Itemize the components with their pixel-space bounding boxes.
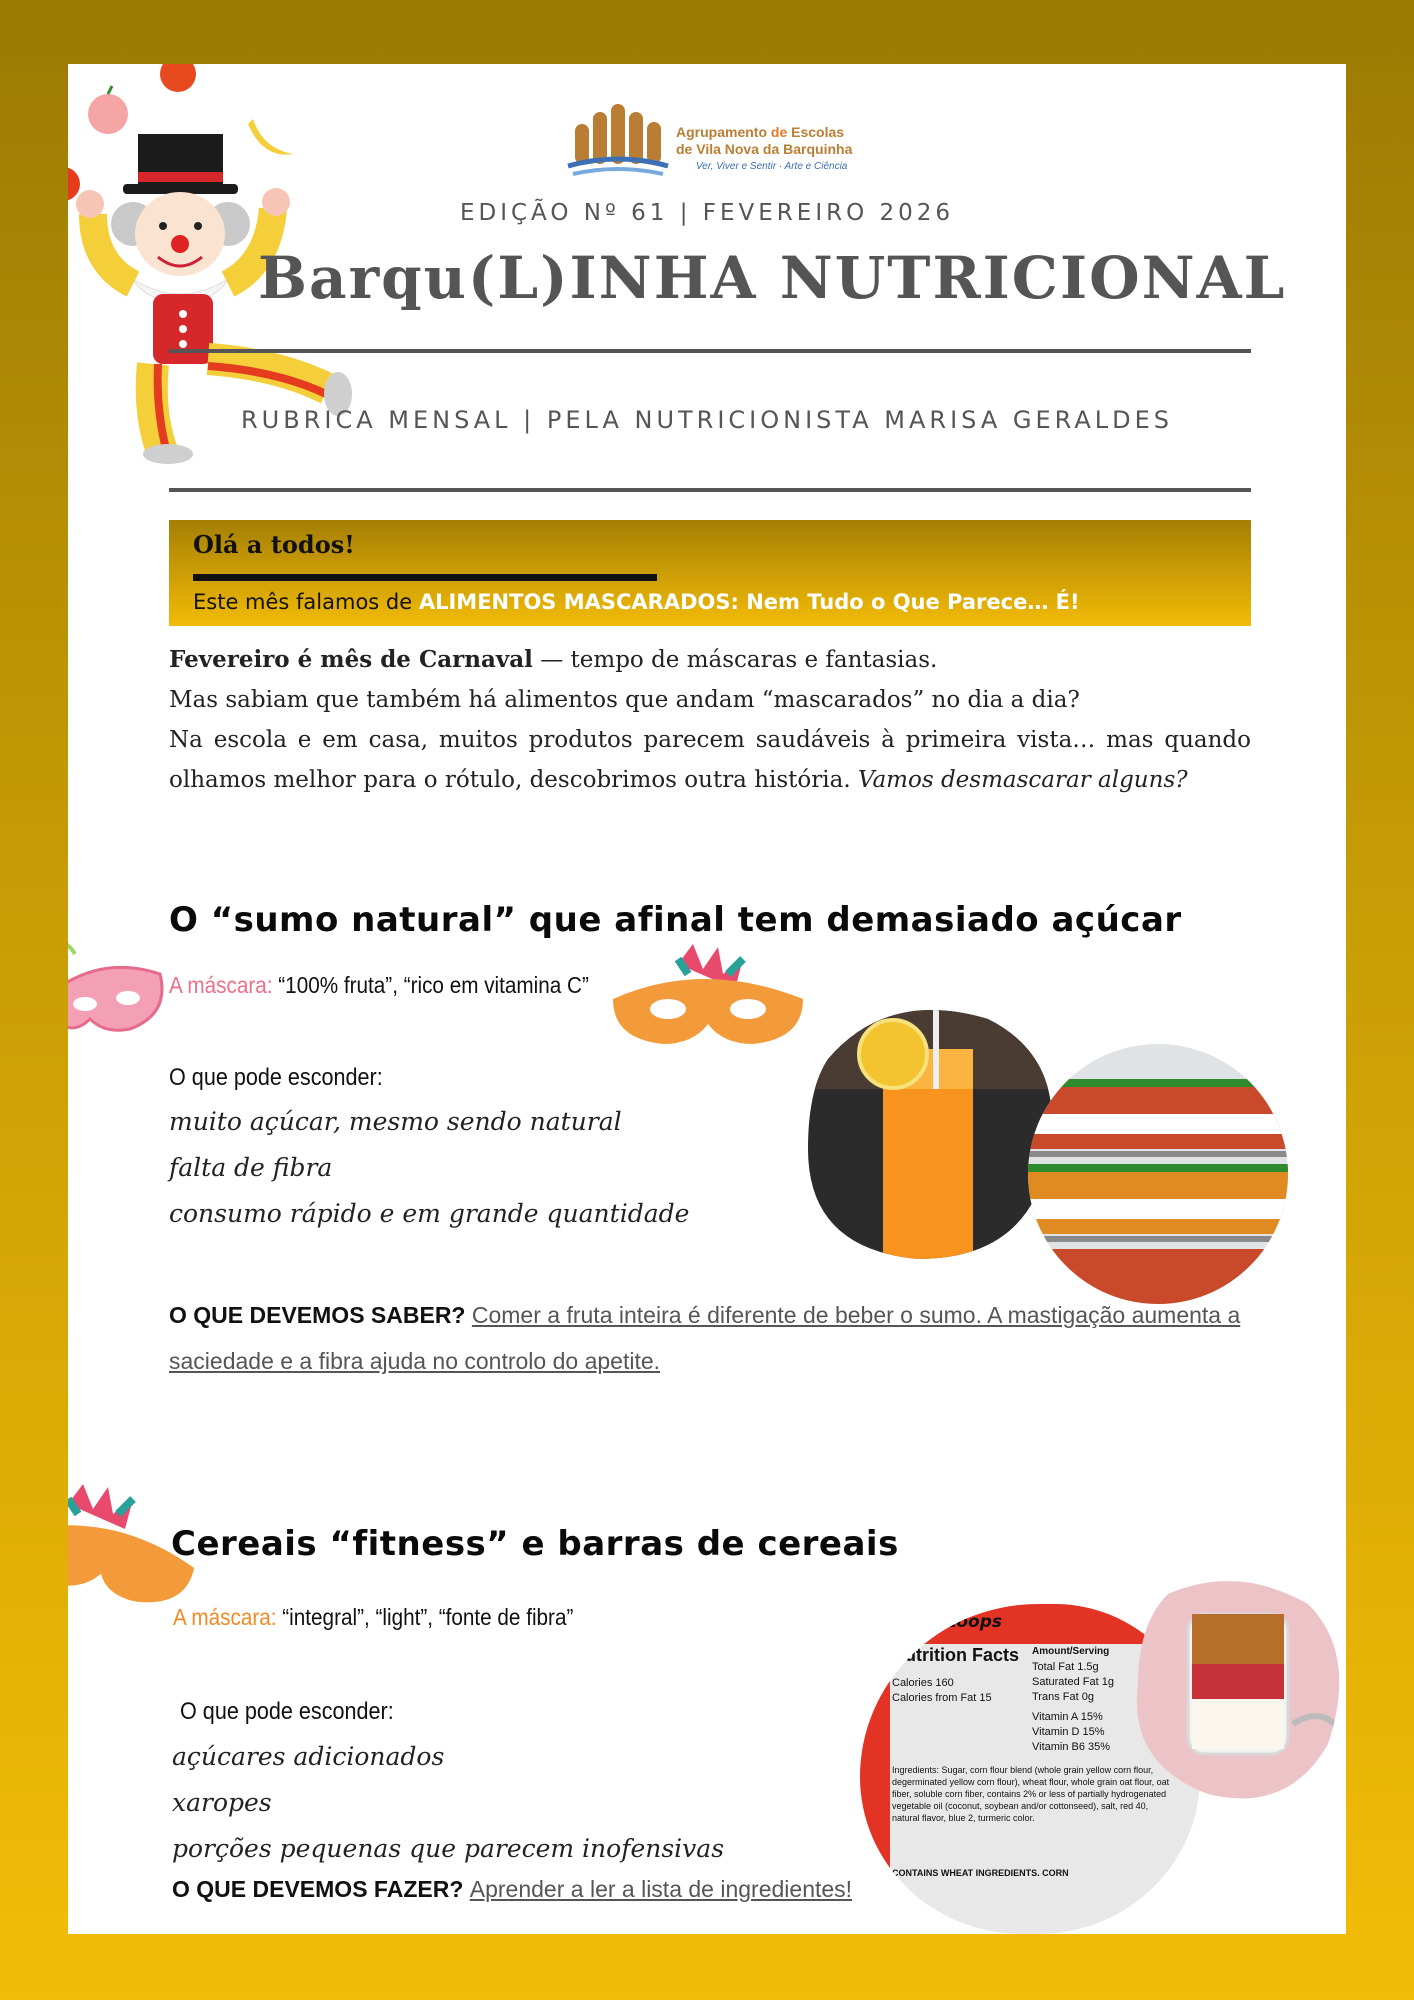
section2-hide-label: O que pode esconder: bbox=[180, 1698, 394, 1725]
school-logo-icon bbox=[563, 84, 673, 184]
section2-do: O QUE DEVEMOS FAZER? Aprender a ler a lista de ingredientes! bbox=[172, 1876, 853, 1902]
greeting: Olá a todos! bbox=[193, 530, 355, 559]
rubrica-line: RUBRICA MENSAL | PELA NUTRICIONISTA MARISA GERALDES bbox=[240, 406, 1173, 434]
juice-shelf-photo bbox=[1023, 1039, 1293, 1309]
newsletter-title: Barqu(L)INHA NUTRICIONAL bbox=[258, 244, 1287, 312]
section1-title: O “sumo natural” que afinal tem demasiado açúcar bbox=[169, 900, 1182, 940]
carnival-mask-orange-icon bbox=[608, 944, 808, 1054]
divider bbox=[169, 349, 1251, 353]
newsletter-page bbox=[68, 64, 1346, 1934]
section1-know: O QUE DEVEMOS SABER? Comer a fruta inteira é diferente de beber o sumo. A mastigação aumenta a saciedade e a fibra ajuda no controlo do apetite. bbox=[169, 1302, 1241, 1374]
school-name: Agrupamento de Escolas de Vila Nova da Barquinha Ver, Viver e Sentir · Arte e Ciência bbox=[676, 124, 853, 172]
edition-line: EDIÇÃO Nº 61 | FEVEREIRO 2026 bbox=[459, 200, 955, 226]
banner-underline bbox=[193, 574, 657, 581]
section2-mask: A máscara: “integral”, “light”, “fonte de fibra” bbox=[173, 1604, 574, 1630]
section2-item: xaropes bbox=[172, 1788, 272, 1817]
intro-text: Fevereiro é mês de Carnaval — tempo de máscaras e fantasias. Mas sabiam que também há alimentos que andam “mascarados” no dia a dia? Na escola e em casa, muitos produtos parecem saudáveis à primeira vista… mas quando olhamos melhor para o rótulo, descobrimos outra história. Vamos desmascarar alguns? bbox=[169, 646, 1251, 793]
section1-mask: A máscara: “100% fruta”, “rico em vitamina C” bbox=[169, 972, 589, 998]
section1-item: muito açúcar, mesmo sendo natural bbox=[169, 1107, 622, 1136]
section1-item: falta de fibra bbox=[169, 1153, 333, 1182]
section1-item: consumo rápido e em grande quantidade bbox=[169, 1199, 690, 1228]
carnival-mask-pink-icon bbox=[68, 924, 170, 1064]
granola-jar-photo bbox=[1128, 1574, 1346, 1814]
intro-banner bbox=[169, 520, 1251, 626]
section2-item: porções pequenas que parecem inofensivas bbox=[172, 1834, 725, 1863]
section1-hide-label: O que pode esconder: bbox=[169, 1064, 383, 1091]
section2-item: açúcares adicionados bbox=[172, 1742, 445, 1771]
divider bbox=[169, 488, 1251, 492]
banner-subtitle: Este mês falamos de ALIMENTOS MASCARADOS: Nem Tudo o Que Parece… É! bbox=[193, 590, 1080, 614]
section2-title: Cereais “fitness” e barras de cereais bbox=[171, 1524, 899, 1564]
nutrition-label-photo: Froot Loops Nutrition Facts Amount/Serving Total Fat 1.5g Saturated Fat 1g Trans Fat 0g Calories 160 Calories from Fat 15 Vitamin A 15% Vitamin D 15% Vitamin B6 35% Ingredients: Sugar, corn flour blend (whole grain yellow corn flour, degerminated yellow corn flour), wheat flour, whole grain oat flour, oat fiber, soluble corn fiber, contains 2% or less of partially hydrogenated vegetable oil (coconut, soybean and/or cottonseed), salt, red 40, natural flavor, blue 2, turmeric color. CONTAINS WHEAT INGREDIENTS. CORN bbox=[860, 1604, 1200, 1934]
